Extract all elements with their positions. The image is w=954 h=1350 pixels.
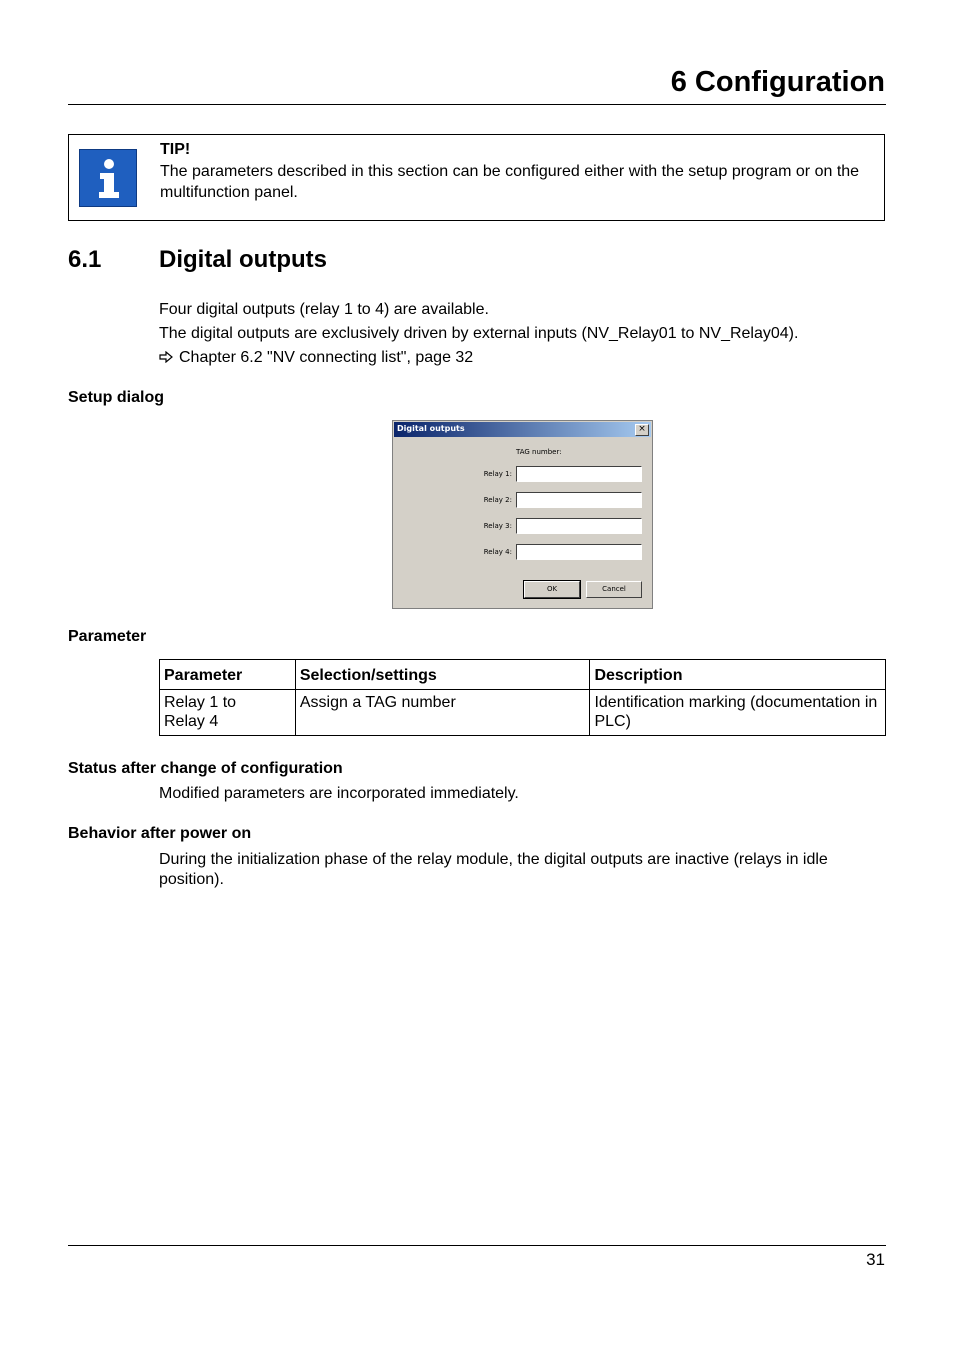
digital-outputs-dialog [392, 420, 653, 609]
close-icon[interactable]: × [635, 424, 649, 436]
tip-box [68, 134, 885, 221]
cancel-button[interactable]: Cancel [586, 581, 642, 598]
section-number: 6.1 [68, 246, 102, 273]
tag-number-label: TAG number: [516, 448, 562, 456]
intro-line-1: Four digital outputs (relay 1 to 4) are available. [159, 301, 489, 318]
column-header: Description [590, 660, 886, 690]
table-header-row [160, 660, 886, 690]
header-rule [68, 104, 886, 105]
chapter-title: 6 Configuration [670, 66, 885, 98]
parameter-heading: Parameter [68, 628, 147, 645]
relay-label: Relay 2: [483, 496, 512, 504]
behavior-heading: Behavior after power on [68, 825, 252, 842]
info-icon [79, 149, 137, 207]
footer-rule [68, 1245, 886, 1246]
intro-line-2: The digital outputs are exclusively driven by external inputs (NV_Relay01 to NV_Relay04). [159, 325, 799, 342]
dialog-titlebar [394, 422, 651, 437]
page-number: 31 [866, 1250, 885, 1269]
relay-row [393, 518, 652, 536]
relay-row [393, 466, 652, 484]
relay-label: Relay 1: [483, 470, 512, 478]
relay-label: Relay 3: [483, 522, 512, 530]
parameter-table [159, 659, 886, 736]
section-title: Digital outputs [159, 246, 327, 273]
setup-dialog-heading: Setup dialog [68, 389, 164, 406]
table-cell: Assign a TAG number [295, 690, 590, 736]
ok-button[interactable]: OK [524, 581, 580, 598]
tip-text: The parameters described in this section can be configured either with the setup program or on the multifunction panel. [160, 163, 860, 201]
table-cell: Identification marking (documentation in PLC) [590, 690, 886, 736]
column-header: Parameter [160, 660, 296, 690]
table-row [160, 690, 886, 736]
relay-3-input[interactable] [516, 518, 642, 534]
relay-row [393, 544, 652, 562]
relay-1-input[interactable] [516, 466, 642, 482]
relay-4-input[interactable] [516, 544, 642, 560]
status-text: Modified parameters are incorporated immediately. [159, 785, 519, 802]
relay-2-input[interactable] [516, 492, 642, 508]
cross-reference[interactable] [159, 348, 473, 368]
relay-label: Relay 4: [483, 548, 512, 556]
behavior-text: During the initialization phase of the relay module, the digital outputs are inactive (relays in idle position). [159, 851, 828, 888]
relay-row [393, 492, 652, 510]
cross-reference-text[interactable]: Chapter 6.2 "NV connecting list", page 32 [179, 349, 474, 366]
table-cell: Relay 1 to Relay 4 [160, 690, 296, 736]
status-heading: Status after change of configuration [68, 760, 343, 777]
column-header: Selection/settings [295, 660, 590, 690]
dialog-title: Digital outputs [397, 424, 465, 433]
tip-heading: TIP! [160, 141, 191, 158]
arrow-right-icon [159, 348, 179, 368]
